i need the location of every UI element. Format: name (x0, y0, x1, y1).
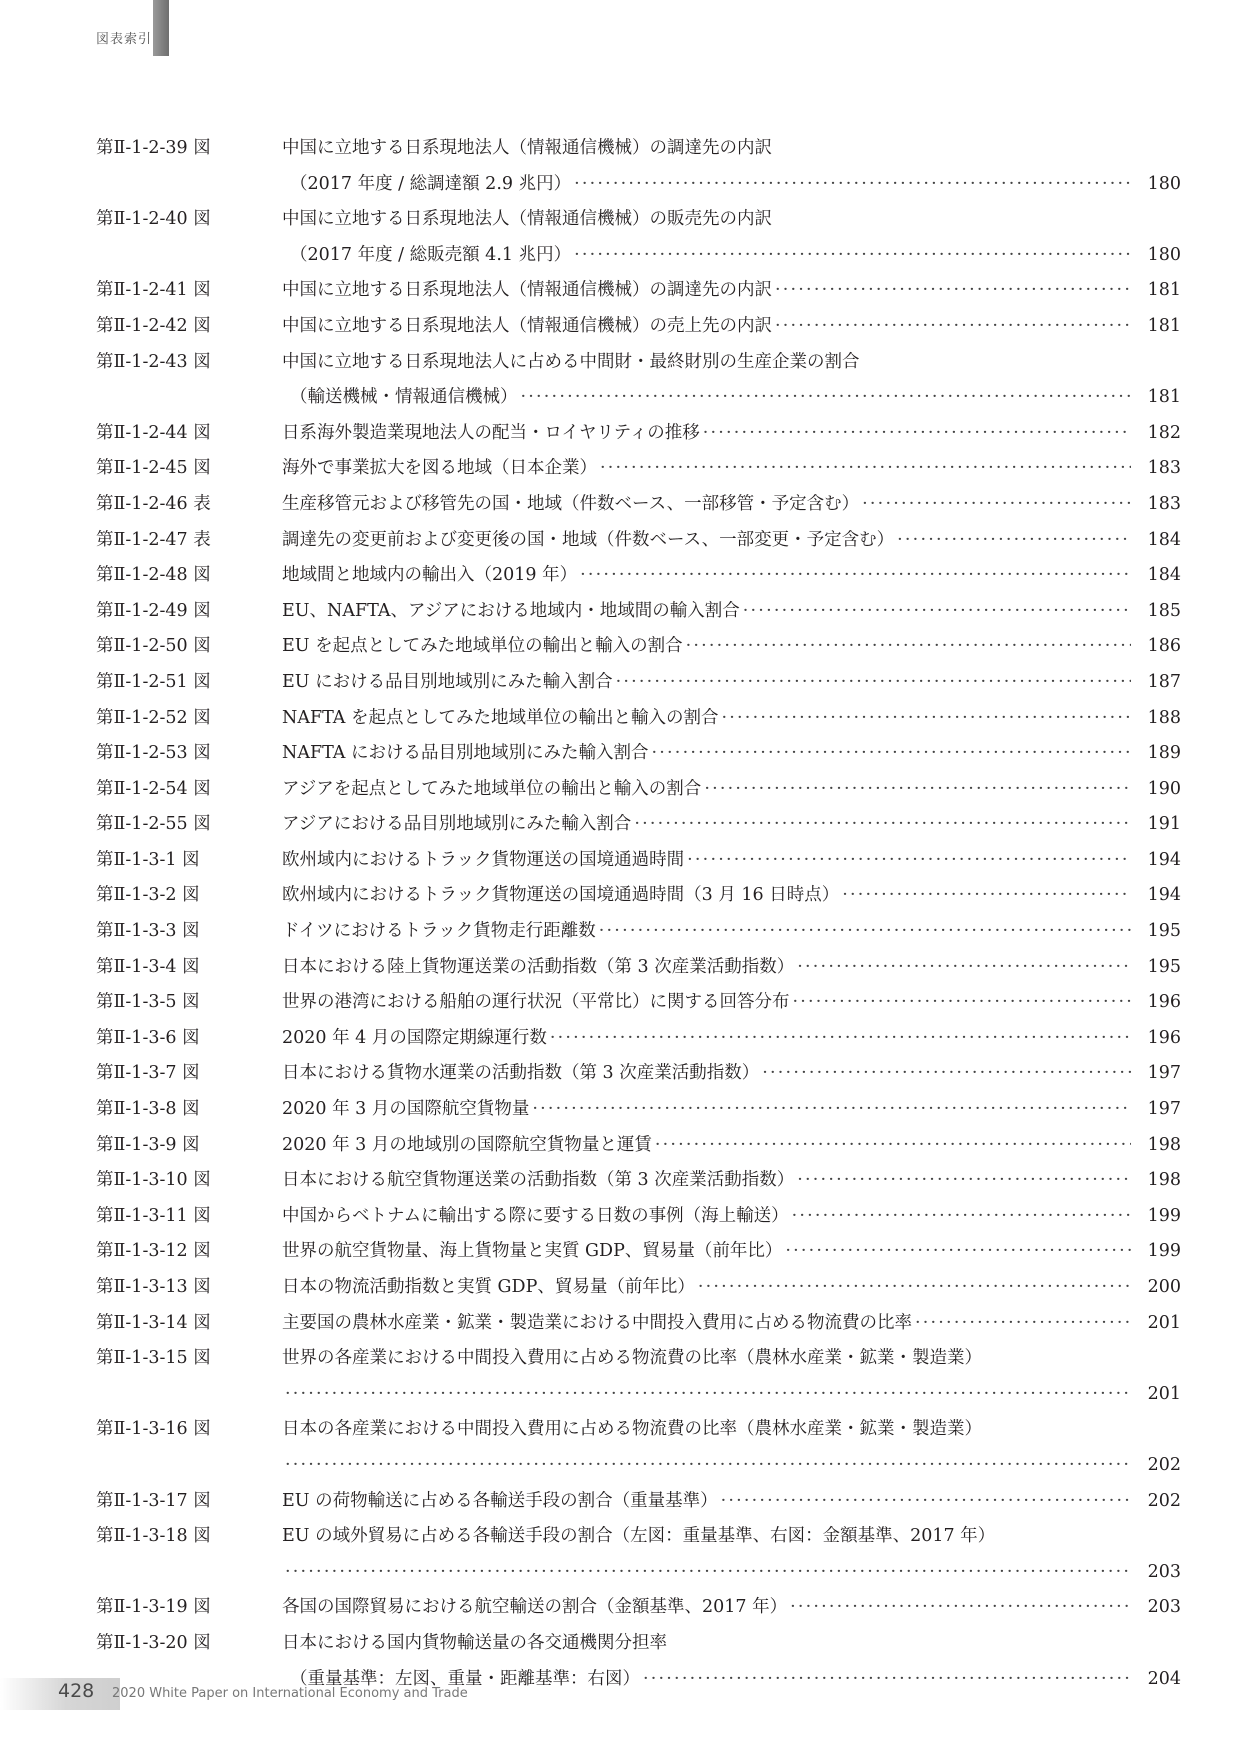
index-entry (0, 736, 1241, 772)
index-entry (0, 807, 1241, 843)
page-number: 428 (58, 1680, 95, 1702)
figure-label: 第Ⅱ-1-3-11 図 (96, 1205, 211, 1226)
index-entry-line (0, 1021, 1241, 1057)
figure-label: 第Ⅱ-1-3-12 図 (96, 1241, 211, 1262)
figure-title: 中国に立地する日系現地法人に占める中間財・最終財別の生産企業の割合 (282, 351, 860, 372)
figure-index-list (0, 131, 1241, 1697)
figure-title: 世界の各産業における中間投入費用に占める物流費の比率（農林水産業・鉱業・製造業） (282, 1348, 982, 1369)
figure-title-with-leader (282, 736, 1131, 772)
figure-title: EU の荷物輸送に占める各輸送手段の割合（重量基準） (282, 1490, 718, 1511)
index-entry-line (0, 701, 1241, 737)
index-entry (0, 1092, 1241, 1128)
dot-leader (787, 1590, 1131, 1626)
index-entry-line (0, 523, 1241, 559)
index-entry (0, 594, 1241, 630)
figure-title: 中国に立地する日系現地法人（情報通信機械）の調達先の内訳 (282, 138, 772, 158)
figure-title-with-leader (282, 1021, 1131, 1057)
dot-leader (596, 914, 1131, 950)
index-entry (0, 1484, 1241, 1520)
figure-title: 2020 年 3 月の地域別の国際航空貨物量と運賃 (282, 1134, 652, 1155)
figure-title-with-leader (282, 1484, 1131, 1520)
page-ref: 183 (1147, 458, 1181, 479)
dot-leader (794, 950, 1131, 986)
figure-title-with-leader (282, 1056, 1131, 1092)
page-ref: 202 (1147, 1490, 1181, 1511)
index-entry-line (0, 1341, 1241, 1377)
dot-leader (839, 878, 1131, 914)
dot-leader (772, 273, 1131, 309)
index-entry-line (0, 772, 1241, 808)
page-ref: 184 (1147, 529, 1181, 550)
index-entry-line (0, 950, 1241, 986)
figure-title: 中国からベトナムに輸出する際に要する日数の事例（海上輸送） (282, 1205, 789, 1226)
page-ref: 186 (1147, 636, 1181, 657)
index-entry-line (0, 985, 1241, 1021)
index-entry (0, 985, 1241, 1021)
page-ref: 181 (1147, 315, 1181, 336)
dot-leader (282, 1448, 1131, 1484)
figure-label: 第Ⅱ-1-2-51 図 (96, 671, 211, 692)
dot-leader (577, 558, 1131, 594)
index-entry-line (0, 380, 1241, 416)
index-entry (0, 416, 1241, 452)
index-entry (0, 1590, 1241, 1626)
page-ref: 190 (1147, 778, 1181, 799)
index-entry-line (0, 807, 1241, 843)
index-entry-line (0, 1128, 1241, 1164)
figure-label: 第Ⅱ-1-2-47 表 (96, 529, 211, 550)
index-entry (0, 1056, 1241, 1092)
figure-title: 世界の航空貨物量、海上貨物量と実質 GDP、貿易量（前年比） (282, 1241, 783, 1262)
index-entry (0, 1306, 1241, 1342)
figure-label: 第Ⅱ-1-2-46 表 (96, 493, 211, 514)
page-ref: 184 (1147, 565, 1181, 586)
page-ref: 194 (1147, 849, 1181, 870)
dot-leader (759, 1056, 1131, 1092)
index-entry-line (0, 202, 1241, 238)
figure-title: 欧州域内におけるトラック貨物運送の国境通過時間（3 月 16 日時点） (282, 885, 840, 906)
page-ref: 188 (1147, 707, 1181, 728)
dot-leader (282, 1377, 1131, 1413)
page-ref: 198 (1147, 1170, 1181, 1191)
page-ref: 196 (1147, 992, 1181, 1013)
figure-title: （輸送機械・情報通信機械） (290, 387, 518, 408)
figure-label: 第Ⅱ-1-3-8 図 (96, 1099, 200, 1120)
index-entry (0, 1341, 1241, 1412)
index-entry (0, 878, 1241, 914)
dot-leader (683, 629, 1131, 665)
index-entry-line (0, 1484, 1241, 1520)
index-entry-line (0, 914, 1241, 950)
header-accent-bar (153, 0, 169, 56)
figure-label: 第Ⅱ-1-2-43 図 (96, 351, 211, 372)
page-ref: 185 (1147, 600, 1181, 621)
figure-label: 第Ⅱ-1-3-2 図 (96, 885, 200, 906)
figure-title: 世界の港湾における船舶の運行状況（平常比）に関する回答分布 (282, 992, 790, 1013)
index-entry (0, 523, 1241, 559)
figure-label: 第Ⅱ-1-2-49 図 (96, 600, 211, 621)
index-entry (0, 1234, 1241, 1270)
figure-title-with-leader (290, 167, 1131, 203)
index-entry-line (0, 487, 1241, 523)
dot-leader (571, 167, 1131, 203)
index-entry (0, 345, 1241, 416)
page-ref: 195 (1147, 921, 1181, 942)
figure-label: 第Ⅱ-1-2-48 図 (96, 565, 211, 586)
index-entry-line (0, 629, 1241, 665)
page-ref: 203 (1147, 1561, 1181, 1582)
dot-leader (794, 1163, 1131, 1199)
figure-title: 主要国の農林水産業・鉱業・製造業における中間投入費用に占める物流費の比率 (282, 1312, 912, 1333)
index-entry-line (0, 1092, 1241, 1128)
figure-label: 第Ⅱ-1-3-15 図 (96, 1348, 211, 1369)
page-ref: 181 (1147, 280, 1181, 301)
figure-title: 日本における航空貨物運送業の活動指数（第 3 次産業活動指数） (282, 1170, 795, 1191)
dot-leader (740, 594, 1131, 630)
figure-label: 第Ⅱ-1-3-6 図 (96, 1027, 200, 1048)
index-entry (0, 1519, 1241, 1590)
index-entry (0, 487, 1241, 523)
figure-title-with-leader (282, 807, 1131, 843)
figure-label: 第Ⅱ-1-3-10 図 (96, 1170, 211, 1191)
dot-leader (859, 487, 1131, 523)
dot-leader (631, 807, 1131, 843)
figure-label: 第Ⅱ-1-3-7 図 (96, 1063, 200, 1084)
index-entry (0, 701, 1241, 737)
figure-title: EU における品目別地域別にみた輸入割合 (282, 671, 613, 692)
dot-leader (695, 1270, 1131, 1306)
figure-title: 調達先の変更前および変更後の国・地域（件数ベース、一部変更・予定含む） (282, 529, 895, 550)
figure-title: 日系海外製造業現地法人の配当・ロイヤリティの推移 (282, 422, 700, 443)
figure-label: 第Ⅱ-1-3-3 図 (96, 921, 200, 942)
figure-title-with-leader (282, 950, 1131, 986)
figure-title: NAFTA を起点としてみた地域単位の輸出と輸入の割合 (282, 707, 719, 728)
figure-title-with-leader (282, 1377, 1131, 1413)
page-ref: 196 (1147, 1027, 1181, 1048)
index-entry-line (0, 1377, 1241, 1413)
figure-label: 第Ⅱ-1-2-55 図 (96, 814, 211, 835)
figure-title: アジアを起点としてみた地域単位の輸出と輸入の割合 (282, 778, 702, 799)
page-ref: 199 (1147, 1205, 1181, 1226)
page-ref: 200 (1147, 1277, 1181, 1297)
index-entry-line (0, 167, 1241, 203)
dot-leader (613, 665, 1131, 701)
dot-leader (719, 701, 1131, 737)
index-entry-line (0, 451, 1241, 487)
index-entry (0, 1021, 1241, 1057)
index-entry-line (0, 558, 1241, 594)
figure-label: 第Ⅱ-1-3-1 図 (96, 849, 200, 870)
index-entry (0, 772, 1241, 808)
page-ref: 181 (1147, 387, 1181, 408)
figure-title-with-leader (282, 1306, 1131, 1342)
figure-label: 第Ⅱ-1-3-18 図 (96, 1526, 211, 1547)
figure-title-with-leader (282, 309, 1131, 345)
figure-title-with-leader (282, 629, 1131, 665)
dot-leader (529, 1092, 1131, 1128)
dot-leader (282, 1555, 1131, 1591)
figure-label: 第Ⅱ-1-2-44 図 (96, 422, 211, 443)
figure-title: ドイツにおけるトラック貨物走行距離数 (282, 921, 596, 942)
index-entry (0, 309, 1241, 345)
dot-leader (518, 380, 1132, 416)
dot-leader (640, 1662, 1131, 1698)
figure-title-with-leader (282, 558, 1131, 594)
index-entry (0, 1128, 1241, 1164)
dot-leader (652, 1128, 1131, 1164)
index-entry-line (0, 309, 1241, 345)
index-entry (0, 1163, 1241, 1199)
index-entry-line (0, 1412, 1241, 1448)
figure-label: 第Ⅱ-1-3-19 図 (96, 1597, 211, 1618)
dot-leader (782, 1234, 1131, 1270)
figure-title: EU、NAFTA、アジアにおける地域内・地域間の輸入割合 (282, 600, 740, 621)
index-entry (0, 1412, 1241, 1483)
page-ref: 202 (1147, 1454, 1181, 1475)
figure-label: 第Ⅱ-1-2-41 図 (96, 280, 211, 301)
figure-title: （2017 年度 / 総販売額 4.1 兆円） (290, 244, 572, 265)
figure-label: 第Ⅱ-1-2-54 図 (96, 778, 211, 799)
figure-title: 日本における貨物水運業の活動指数（第 3 次産業活動指数） (282, 1063, 760, 1084)
figure-label: 第Ⅱ-1-2-39 図 (96, 138, 211, 158)
page-ref: 183 (1147, 493, 1181, 514)
index-entry-line (0, 345, 1241, 381)
figure-title: （重量基準：左図、重量・距離基準：右図） (290, 1668, 640, 1689)
index-entry-line (0, 238, 1241, 274)
figure-title: 日本における陸上貨物運送業の活動指数（第 3 次産業活動指数） (282, 956, 795, 977)
index-entry (0, 131, 1241, 202)
figure-title: EU を起点としてみた地域単位の輸出と輸入の割合 (282, 636, 683, 657)
index-entry-line (0, 1199, 1241, 1235)
figure-title-with-leader (282, 487, 1131, 523)
page-ref: 187 (1147, 671, 1181, 692)
index-entry-line (0, 736, 1241, 772)
page-ref: 191 (1147, 814, 1181, 835)
index-entry-line (0, 1270, 1241, 1306)
page-ref: 201 (1147, 1383, 1181, 1404)
figure-title-with-leader (282, 1448, 1131, 1484)
figure-title: 日本の物流活動指数と実質 GDP、貿易量（前年比） (282, 1277, 695, 1297)
figure-title: 地域間と地域内の輸出入（2019 年） (282, 565, 578, 586)
figure-title-with-leader (282, 273, 1131, 309)
figure-title-with-leader (282, 1128, 1131, 1164)
figure-label: 第Ⅱ-1-3-13 図 (96, 1277, 211, 1297)
index-entry-line (0, 273, 1241, 309)
figure-title: 中国に立地する日系現地法人（情報通信機械）の売上先の内訳 (282, 315, 772, 336)
index-entry (0, 843, 1241, 879)
page-ref: 204 (1147, 1668, 1181, 1689)
figure-label: 第Ⅱ-1-2-53 図 (96, 743, 211, 764)
figure-label: 第Ⅱ-1-3-14 図 (96, 1312, 211, 1333)
figure-title-with-leader (282, 665, 1131, 701)
index-entry-line (0, 665, 1241, 701)
figure-title: 生産移管元および移管先の国・地域（件数ベース、一部移管・予定含む） (282, 493, 860, 514)
dot-leader (649, 736, 1131, 772)
dot-leader (912, 1306, 1131, 1342)
figure-title: 2020 年 4 月の国際定期線運行数 (282, 1027, 547, 1048)
figure-title-with-leader (282, 1234, 1131, 1270)
index-entry-line (0, 1056, 1241, 1092)
index-entry-line (0, 1448, 1241, 1484)
index-entry-line (0, 1626, 1241, 1662)
figure-title-with-leader (282, 1092, 1131, 1128)
publication-title: 2020 White Paper on International Economy and Trade (112, 1686, 468, 1701)
index-entry (0, 629, 1241, 665)
figure-title: 海外で事業拡大を図る地域（日本企業） (282, 458, 597, 479)
figure-title-with-leader (282, 451, 1131, 487)
figure-label: 第Ⅱ-1-2-40 図 (96, 209, 211, 230)
figure-title-with-leader (282, 594, 1131, 630)
figure-title-with-leader (282, 1555, 1131, 1591)
index-entry-line (0, 416, 1241, 452)
index-entry-line (0, 1555, 1241, 1591)
figure-title-with-leader (282, 523, 1131, 559)
index-entry-line (0, 878, 1241, 914)
figure-title-with-leader (282, 1590, 1131, 1626)
index-entry (0, 665, 1241, 701)
figure-title-with-leader (282, 1163, 1131, 1199)
index-entry-line (0, 1234, 1241, 1270)
figure-title-with-leader (282, 843, 1131, 879)
figure-label: 第Ⅱ-1-2-52 図 (96, 707, 211, 728)
figure-label: 第Ⅱ-1-3-16 図 (96, 1419, 211, 1440)
index-entry-line (0, 1306, 1241, 1342)
figure-title: 日本における国内貨物輸送量の各交通機関分担率 (282, 1632, 667, 1653)
index-entry-line (0, 131, 1241, 167)
figure-title: アジアにおける品目別地域別にみた輸入割合 (282, 814, 632, 835)
figure-title: NAFTA における品目別地域別にみた輸入割合 (282, 743, 649, 764)
figure-label: 第Ⅱ-1-3-20 図 (96, 1632, 211, 1653)
figure-title: 日本の各産業における中間投入費用に占める物流費の比率（農林水産業・鉱業・製造業） (282, 1419, 982, 1440)
page-ref: 189 (1147, 743, 1181, 764)
dot-leader (684, 843, 1131, 879)
page-ref: 195 (1147, 956, 1181, 977)
figure-title-with-leader (282, 878, 1131, 914)
page-ref: 197 (1147, 1063, 1181, 1084)
figure-title: 欧州域内におけるトラック貨物運送の国境通過時間 (282, 849, 685, 870)
figure-label: 第Ⅱ-1-2-42 図 (96, 315, 211, 336)
figure-title: 中国に立地する日系現地法人（情報通信機械）の販売先の内訳 (282, 209, 772, 230)
index-entry-line (0, 1519, 1241, 1555)
page-ref: 197 (1147, 1099, 1181, 1120)
figure-title: EU の域外貿易に占める各輸送手段の割合（左図：重量基準、右図：金額基準、2017 年） (282, 1526, 996, 1547)
dot-leader (772, 309, 1131, 345)
dot-leader (547, 1021, 1131, 1057)
index-entry (0, 273, 1241, 309)
figure-title-with-leader (282, 416, 1131, 452)
page-ref: 201 (1147, 1312, 1181, 1333)
figure-title-with-leader (282, 914, 1131, 950)
figure-title-with-leader (282, 772, 1131, 808)
index-entry-line (0, 843, 1241, 879)
index-entry (0, 950, 1241, 986)
page-ref: 194 (1147, 885, 1181, 906)
index-entry-line (0, 594, 1241, 630)
index-entry (0, 1270, 1241, 1306)
page-ref: 182 (1147, 422, 1181, 443)
figure-title: 2020 年 3 月の国際航空貨物量 (282, 1099, 530, 1120)
figure-label: 第Ⅱ-1-3-9 図 (96, 1134, 200, 1155)
figure-title-with-leader (282, 1199, 1131, 1235)
figure-title-with-leader (282, 1270, 1131, 1306)
page-ref: 198 (1147, 1134, 1181, 1155)
dot-leader (571, 238, 1131, 274)
index-entry-line (0, 1590, 1241, 1626)
page-ref: 199 (1147, 1241, 1181, 1262)
figure-title-with-leader (282, 701, 1131, 737)
index-entry (0, 914, 1241, 950)
figure-label: 第Ⅱ-1-3-17 図 (96, 1490, 211, 1511)
index-entry (0, 202, 1241, 273)
dot-leader (700, 416, 1131, 452)
figure-label: 第Ⅱ-1-2-45 図 (96, 458, 211, 479)
dot-leader (894, 523, 1131, 559)
index-entry-line (0, 1163, 1241, 1199)
figure-label: 第Ⅱ-1-3-4 図 (96, 956, 200, 977)
dot-leader (790, 985, 1132, 1021)
dot-leader (597, 451, 1131, 487)
figure-label: 第Ⅱ-1-2-50 図 (96, 636, 211, 657)
page-ref: 203 (1147, 1597, 1181, 1618)
dot-leader (718, 1484, 1131, 1520)
figure-title-with-leader (282, 985, 1131, 1021)
section-label: 図表索引 (96, 32, 153, 47)
figure-title-with-leader (290, 238, 1131, 274)
figure-title: （2017 年度 / 総調達額 2.9 兆円） (290, 173, 572, 194)
dot-leader (701, 772, 1131, 808)
index-entry (0, 558, 1241, 594)
figure-title-with-leader (290, 380, 1131, 416)
figure-title: 中国に立地する日系現地法人（情報通信機械）の調達先の内訳 (282, 280, 772, 301)
page-ref: 180 (1147, 244, 1181, 265)
page-ref: 180 (1147, 173, 1181, 194)
figure-label: 第Ⅱ-1-3-5 図 (96, 992, 200, 1013)
figure-title: 各国の国際貿易における航空輸送の割合（金額基準、2017 年） (282, 1597, 788, 1618)
dot-leader (789, 1199, 1131, 1235)
index-entry (0, 451, 1241, 487)
index-entry (0, 1199, 1241, 1235)
